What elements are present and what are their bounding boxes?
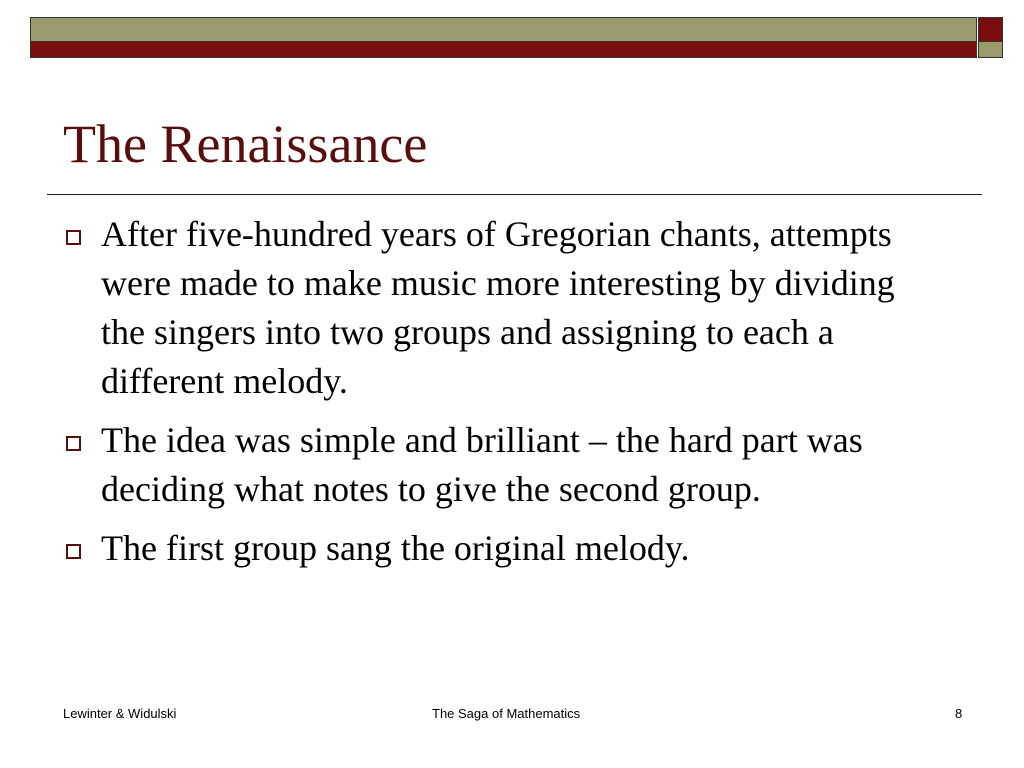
bullet-text: The first group sang the original melody. — [101, 528, 690, 568]
header-band-olive — [30, 17, 977, 42]
bullet-item — [66, 416, 946, 514]
bullet-text: After five-hundred years of Gregorian chants, attempts were made to make music more interesting by dividing the singers into two groups and assigning to each a different melody. — [101, 214, 895, 401]
footer-authors: Lewinter & Widulski — [63, 706, 177, 721]
footer-course-title: The Saga of Mathematics — [432, 706, 581, 721]
header-band-red — [30, 41, 977, 58]
header-corner-olive-square — [978, 41, 1003, 58]
bullet-item — [66, 210, 946, 406]
hollow-square-bullet-icon — [66, 230, 81, 245]
header-corner-red-square — [978, 17, 1003, 42]
bullet-item — [66, 524, 946, 573]
bullet-list — [66, 210, 946, 583]
bullet-text: The idea was simple and brilliant – the hard part was deciding what notes to give the second group. — [101, 420, 863, 509]
hollow-square-bullet-icon — [66, 544, 81, 559]
hollow-square-bullet-icon — [66, 436, 81, 451]
slide-title: The Renaissance — [63, 114, 428, 174]
footer-page-number: 8 — [955, 706, 963, 721]
title-divider — [47, 194, 982, 195]
